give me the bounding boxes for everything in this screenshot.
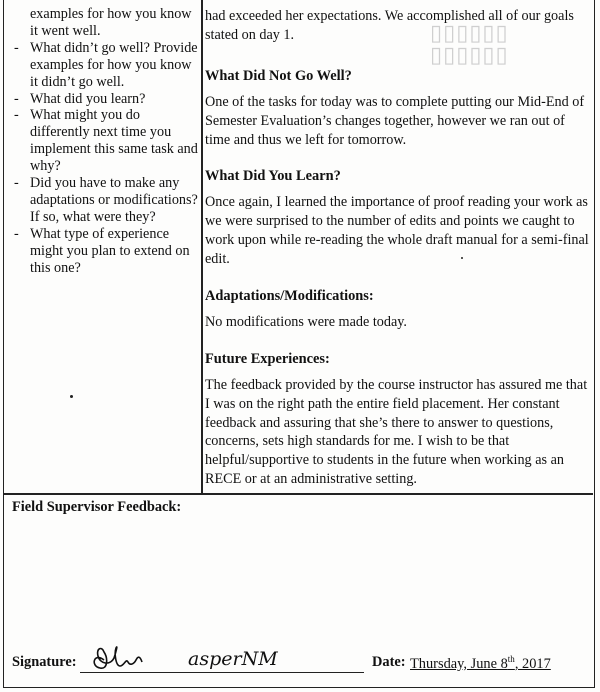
prompt-item — [12, 91, 198, 108]
ghost-glyphs: ▯▯▯▯▯▯ — [430, 20, 509, 45]
ink-speck — [461, 257, 463, 259]
date-label: Date: — [372, 654, 406, 670]
form-table — [3, 0, 595, 688]
intro-paragraph: had exceeded her expectations. We accomplished all of our goals stated on day 1. — [205, 8, 574, 43]
reflection-prompts — [12, 6, 198, 277]
prompt-text: Did you have to make any adaptations or modifications? If so, what were they? — [30, 175, 198, 225]
prompt-dash: - — [14, 39, 19, 56]
section-heading: Adaptations/Modifications: — [205, 287, 374, 304]
prompt-dash: - — [14, 225, 19, 242]
prompt-dash: - — [14, 175, 19, 192]
prompt-item — [12, 226, 198, 277]
field-supervisor-feedback-label: Field Supervisor Feedback: — [12, 499, 182, 515]
handwritten-signature — [86, 640, 286, 674]
reflection-entry — [205, 7, 590, 507]
section-body: One of the tasks for today was to complete putting our Mid-End of Semester Evaluation’s changes together, however we ran out of time and thus we left for tomorrow. — [205, 93, 585, 148]
prompt-text: What did you learn? — [30, 90, 146, 107]
prompt-text: examples for how you know it went well. — [30, 6, 192, 39]
prompt-text: What might you do differently next time you implement this same task and why? — [30, 107, 198, 175]
prompt-text: What didn’t go well? Provide examples for how you know it didn’t go well. — [30, 39, 198, 90]
section-heading: What Did Not Go Well? — [205, 67, 352, 84]
prompt-text: What type of experience might you plan to extend on this one? — [30, 225, 190, 276]
signature-script: asperNM — [188, 648, 278, 670]
prompt-item — [12, 107, 198, 175]
section-body: The feedback provided by the course instructor has assured me that I was on the right path the entire field placement. Her constant feedback and assuring that she’s there to answer to questions, concerns, sets high standards for me. I wish to be that helpful/supportive to students in the future when working as an RECE or at an administrative setting. — [205, 376, 588, 488]
date-value: Thursday, June 8th, 2017 — [410, 654, 551, 672]
section-heading: Future Experiences: — [205, 350, 330, 367]
ghost-glyphs: ▯▯▯▯▯▯ — [430, 42, 509, 67]
prompt-item — [12, 6, 198, 40]
reflection-sections — [205, 67, 590, 489]
section-body: No modifications were made today. — [205, 313, 407, 330]
ink-speck — [70, 395, 73, 398]
prompt-dash: - — [14, 107, 19, 124]
column-divider — [201, 0, 203, 493]
prompt-item — [12, 175, 198, 226]
prompt-item — [12, 40, 198, 91]
prompt-dash: - — [14, 90, 19, 107]
signature-label: Signature: — [12, 654, 77, 670]
signature-row — [12, 648, 592, 678]
section-body: Once again, I learned the importance of proof reading your work as we were surprised to the number of edits and points we caught to work upon while re-reading the whole draft manual for a semi-final edit. — [205, 194, 589, 268]
section-heading: What Did You Learn? — [205, 168, 341, 185]
